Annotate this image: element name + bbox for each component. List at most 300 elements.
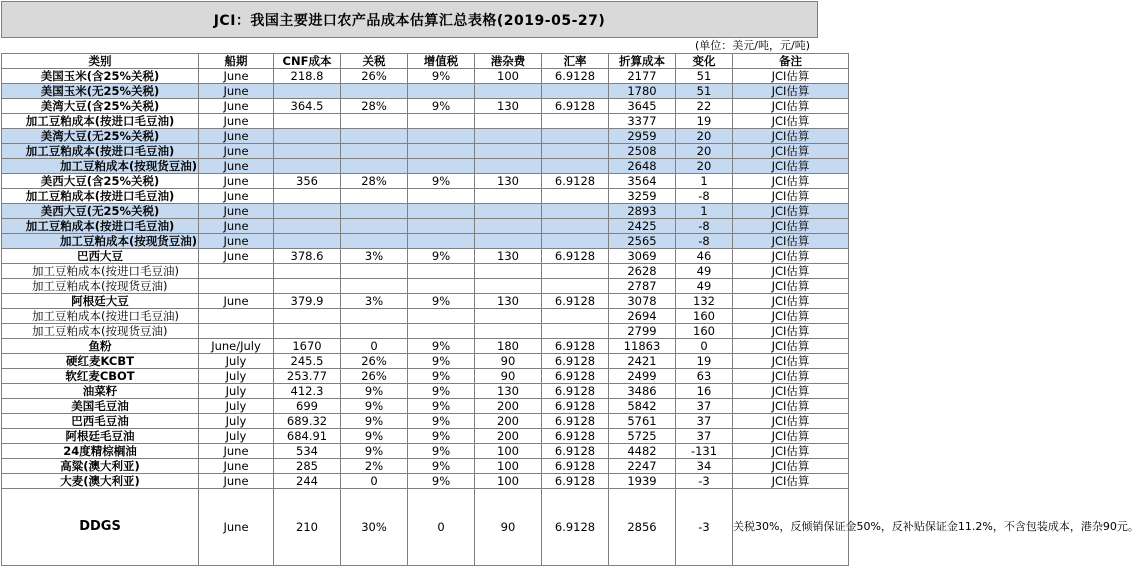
note-cell: JCI估算 (733, 474, 849, 489)
table-title: JCI：我国主要进口农产品成本估算汇总表格(2019-05-27) (1, 1, 818, 38)
rate-cell: 6.9128 (542, 369, 609, 384)
cnf-cell: 1670 (274, 339, 341, 354)
category-cell: 美国玉米(含25%关税) (2, 69, 199, 84)
vat-cell: 9% (408, 369, 475, 384)
tariff-cell: 3% (341, 294, 408, 309)
cnf-cell (274, 279, 341, 294)
change-cell: 160 (676, 309, 733, 324)
vat-cell: 9% (408, 399, 475, 414)
vat-cell: 9% (408, 429, 475, 444)
vat-cell: 9% (408, 474, 475, 489)
ship-cell: June (199, 444, 274, 459)
cost-cell: 2565 (609, 234, 676, 249)
note-cell: JCI估算 (733, 264, 849, 279)
category-cell: 美国毛豆油 (2, 399, 199, 414)
category-cell: 巴西毛豆油 (2, 414, 199, 429)
cost-cell: 1780 (609, 84, 676, 99)
rate-cell: 6.9128 (542, 384, 609, 399)
vat-cell (408, 279, 475, 294)
port-cell: 90 (475, 369, 542, 384)
cnf-cell (274, 264, 341, 279)
cnf-cell: 244 (274, 474, 341, 489)
port-cell: 130 (475, 384, 542, 399)
tariff-cell (341, 324, 408, 339)
cnf-cell: 364.5 (274, 99, 341, 114)
rate-cell: 6.9128 (542, 99, 609, 114)
change-cell: 49 (676, 279, 733, 294)
port-cell (475, 144, 542, 159)
note-cell: JCI估算 (733, 339, 849, 354)
cost-cell: 3259 (609, 189, 676, 204)
note-cell: 关税30%，反倾销保证金50%，反补贴保证金11.2%，不含包装成本，港杂90元。 (733, 489, 849, 566)
unit-note (1, 39, 818, 53)
ship-cell: June (199, 234, 274, 249)
cost-cell: 2856 (609, 489, 676, 566)
table-row (2, 459, 849, 474)
cnf-cell: 378.6 (274, 249, 341, 264)
vat-cell (408, 219, 475, 234)
port-cell: 130 (475, 249, 542, 264)
tariff-cell (341, 129, 408, 144)
cost-cell: 2628 (609, 264, 676, 279)
cost-cell: 3078 (609, 294, 676, 309)
ship-cell: July (199, 384, 274, 399)
tariff-cell (341, 204, 408, 219)
column-header: 增值税 (408, 54, 475, 69)
port-cell (475, 264, 542, 279)
port-cell: 130 (475, 99, 542, 114)
tariff-cell: 28% (341, 99, 408, 114)
cost-cell: 2421 (609, 354, 676, 369)
change-cell: 46 (676, 249, 733, 264)
vat-cell (408, 159, 475, 174)
table-row (2, 69, 849, 84)
cnf-cell: 689.32 (274, 414, 341, 429)
category-cell: 美湾大豆(含25%关税) (2, 99, 199, 114)
category-cell: 加工豆粕成本(按进口毛豆油) (2, 114, 199, 129)
rate-cell: 6.9128 (542, 174, 609, 189)
port-cell: 90 (475, 489, 542, 566)
change-cell: 1 (676, 204, 733, 219)
cost-table (1, 53, 1139, 566)
table-row (2, 114, 849, 129)
category-cell: DDGS (2, 489, 199, 566)
rate-cell (542, 114, 609, 129)
cnf-cell: 210 (274, 489, 341, 566)
cnf-cell: 245.5 (274, 354, 341, 369)
category-cell: 美西大豆(含25%关税) (2, 174, 199, 189)
cnf-cell: 356 (274, 174, 341, 189)
category-cell: 阿根廷大豆 (2, 294, 199, 309)
tariff-cell: 30% (341, 489, 408, 566)
category-cell: 加工豆粕成本(按进口毛豆油) (2, 219, 199, 234)
column-header: 折算成本 (609, 54, 676, 69)
rate-cell: 6.9128 (542, 444, 609, 459)
column-header: 类别 (2, 54, 199, 69)
port-cell: 90 (475, 354, 542, 369)
tariff-cell: 3% (341, 249, 408, 264)
vat-cell (408, 204, 475, 219)
cost-cell: 3564 (609, 174, 676, 189)
vat-cell: 9% (408, 294, 475, 309)
change-cell: 51 (676, 69, 733, 84)
column-header: CNF成本 (274, 54, 341, 69)
port-cell (475, 324, 542, 339)
cost-cell: 2648 (609, 159, 676, 174)
cnf-cell (274, 84, 341, 99)
cnf-cell (274, 189, 341, 204)
note-cell: JCI估算 (733, 84, 849, 99)
tariff-cell: 0 (341, 339, 408, 354)
category-cell: 油菜籽 (2, 384, 199, 399)
rate-cell (542, 219, 609, 234)
change-cell: 34 (676, 459, 733, 474)
port-cell: 100 (475, 69, 542, 84)
port-cell: 100 (475, 444, 542, 459)
change-cell: 20 (676, 159, 733, 174)
ship-cell (199, 309, 274, 324)
change-cell: 51 (676, 84, 733, 99)
rate-cell: 6.9128 (542, 354, 609, 369)
ship-cell: July (199, 414, 274, 429)
table-row (2, 84, 849, 99)
note-cell: JCI估算 (733, 399, 849, 414)
table-row (2, 144, 849, 159)
cnf-cell (274, 114, 341, 129)
port-cell (475, 84, 542, 99)
table-row (2, 189, 849, 204)
table-row (2, 249, 849, 264)
cost-cell: 2499 (609, 369, 676, 384)
table-row (2, 279, 849, 294)
cnf-cell (274, 219, 341, 234)
table-row (2, 264, 849, 279)
vat-cell: 9% (408, 174, 475, 189)
change-cell: 37 (676, 429, 733, 444)
rate-cell (542, 189, 609, 204)
port-cell (475, 234, 542, 249)
note-cell: JCI估算 (733, 189, 849, 204)
tariff-cell: 26% (341, 369, 408, 384)
tariff-cell: 2% (341, 459, 408, 474)
table-row (2, 354, 849, 369)
change-cell: 1 (676, 174, 733, 189)
change-cell: -8 (676, 189, 733, 204)
ship-cell: June (199, 69, 274, 84)
tariff-cell: 26% (341, 69, 408, 84)
note-cell: JCI估算 (733, 444, 849, 459)
note-cell: JCI估算 (733, 174, 849, 189)
vat-cell: 9% (408, 354, 475, 369)
cnf-cell (274, 204, 341, 219)
rate-cell (542, 129, 609, 144)
change-cell: -8 (676, 234, 733, 249)
change-cell: 49 (676, 264, 733, 279)
category-cell: 加工豆粕成本(按进口毛豆油) (2, 264, 199, 279)
cnf-cell: 412.3 (274, 384, 341, 399)
change-cell: -3 (676, 474, 733, 489)
cnf-cell: 699 (274, 399, 341, 414)
category-cell: 大麦(澳大利亚) (2, 474, 199, 489)
change-cell: 20 (676, 144, 733, 159)
header-row (2, 54, 849, 69)
cnf-cell: 534 (274, 444, 341, 459)
column-header: 汇率 (542, 54, 609, 69)
tariff-cell: 9% (341, 399, 408, 414)
port-cell (475, 279, 542, 294)
cost-cell: 3486 (609, 384, 676, 399)
rate-cell: 6.9128 (542, 489, 609, 566)
cnf-cell (274, 159, 341, 174)
tariff-cell (341, 309, 408, 324)
tariff-cell (341, 114, 408, 129)
tariff-cell: 0 (341, 474, 408, 489)
cost-cell: 5725 (609, 429, 676, 444)
rate-cell (542, 324, 609, 339)
tariff-cell (341, 264, 408, 279)
table-row (2, 399, 849, 414)
cost-cell: 2893 (609, 204, 676, 219)
unit-label: (单位：美元/吨，元/吨) (695, 39, 810, 52)
port-cell (475, 204, 542, 219)
category-cell: 高粱(澳大利亚) (2, 459, 199, 474)
cost-cell: 1939 (609, 474, 676, 489)
rate-cell: 6.9128 (542, 474, 609, 489)
note-cell: JCI估算 (733, 384, 849, 399)
cost-cell: 3069 (609, 249, 676, 264)
cost-cell: 2247 (609, 459, 676, 474)
cost-cell: 2425 (609, 219, 676, 234)
port-cell: 130 (475, 174, 542, 189)
port-cell (475, 114, 542, 129)
vat-cell (408, 264, 475, 279)
vat-cell: 9% (408, 69, 475, 84)
note-cell: JCI估算 (733, 429, 849, 444)
category-cell: 鱼粉 (2, 339, 199, 354)
ship-cell: June (199, 84, 274, 99)
rate-cell (542, 279, 609, 294)
port-cell: 100 (475, 459, 542, 474)
category-cell: 阿根廷毛豆油 (2, 429, 199, 444)
port-cell (475, 159, 542, 174)
category-cell: 硬红麦KCBT (2, 354, 199, 369)
table-row (2, 234, 849, 249)
column-header: 备注 (733, 54, 849, 69)
category-cell: 美湾大豆(无25%关税) (2, 129, 199, 144)
vat-cell: 9% (408, 444, 475, 459)
tariff-cell (341, 219, 408, 234)
cnf-cell (274, 324, 341, 339)
change-cell: -131 (676, 444, 733, 459)
port-cell: 180 (475, 339, 542, 354)
ship-cell (199, 264, 274, 279)
ship-cell: June (199, 294, 274, 309)
ship-cell (199, 324, 274, 339)
table-row (2, 294, 849, 309)
cnf-cell (274, 129, 341, 144)
table-row (2, 204, 849, 219)
ship-cell: June (199, 204, 274, 219)
cnf-cell (274, 144, 341, 159)
note-cell: JCI估算 (733, 414, 849, 429)
change-cell: 19 (676, 114, 733, 129)
port-cell: 200 (475, 429, 542, 444)
change-cell: 63 (676, 369, 733, 384)
category-cell: 软红麦CBOT (2, 369, 199, 384)
rate-cell: 6.9128 (542, 459, 609, 474)
port-cell: 100 (475, 474, 542, 489)
tariff-cell (341, 234, 408, 249)
ship-cell (199, 279, 274, 294)
tariff-cell (341, 84, 408, 99)
tariff-cell: 9% (341, 444, 408, 459)
change-cell: 37 (676, 414, 733, 429)
vat-cell: 9% (408, 414, 475, 429)
cnf-cell: 253.77 (274, 369, 341, 384)
port-cell (475, 309, 542, 324)
vat-cell (408, 309, 475, 324)
cost-cell: 2799 (609, 324, 676, 339)
column-header: 变化 (676, 54, 733, 69)
category-cell: 加工豆粕成本(按现货豆油) (2, 159, 199, 174)
change-cell: -8 (676, 219, 733, 234)
tariff-cell: 9% (341, 414, 408, 429)
table-row (2, 99, 849, 114)
cnf-cell (274, 234, 341, 249)
tariff-cell: 9% (341, 429, 408, 444)
rate-cell: 6.9128 (542, 249, 609, 264)
port-cell: 130 (475, 294, 542, 309)
note-cell: JCI估算 (733, 294, 849, 309)
note-cell: JCI估算 (733, 219, 849, 234)
tariff-cell: 26% (341, 354, 408, 369)
rate-cell (542, 204, 609, 219)
column-header: 关税 (341, 54, 408, 69)
cost-cell: 11863 (609, 339, 676, 354)
vat-cell: 0 (408, 489, 475, 566)
cnf-cell: 218.8 (274, 69, 341, 84)
ship-cell: June (199, 459, 274, 474)
category-cell: 巴西大豆 (2, 249, 199, 264)
tariff-cell (341, 279, 408, 294)
table-row (2, 429, 849, 444)
change-cell: -3 (676, 489, 733, 566)
table-row (2, 444, 849, 459)
rate-cell (542, 84, 609, 99)
table-row (2, 339, 849, 354)
ship-cell: June (199, 114, 274, 129)
ship-cell: July (199, 369, 274, 384)
rate-cell: 6.9128 (542, 429, 609, 444)
table-row (2, 174, 849, 189)
change-cell: 20 (676, 129, 733, 144)
table-row (2, 159, 849, 174)
column-header: 港杂费 (475, 54, 542, 69)
table-row (2, 369, 849, 384)
ship-cell: June (199, 189, 274, 204)
change-cell: 16 (676, 384, 733, 399)
cnf-cell: 285 (274, 459, 341, 474)
rate-cell: 6.9128 (542, 339, 609, 354)
ship-cell: July (199, 399, 274, 414)
category-cell: 加工豆粕成本(按进口毛豆油) (2, 309, 199, 324)
rate-cell (542, 264, 609, 279)
category-cell: 加工豆粕成本(按现货豆油) (2, 234, 199, 249)
change-cell: 0 (676, 339, 733, 354)
category-cell: 加工豆粕成本(按现货豆油) (2, 279, 199, 294)
table-row (2, 219, 849, 234)
rate-cell (542, 234, 609, 249)
vat-cell: 9% (408, 99, 475, 114)
change-cell: 19 (676, 354, 733, 369)
port-cell (475, 219, 542, 234)
vat-cell (408, 114, 475, 129)
vat-cell (408, 129, 475, 144)
tariff-cell (341, 189, 408, 204)
ship-cell: July (199, 429, 274, 444)
cost-cell: 3377 (609, 114, 676, 129)
ship-cell: June (199, 144, 274, 159)
tariff-cell: 9% (341, 384, 408, 399)
cnf-cell: 379.9 (274, 294, 341, 309)
rate-cell: 6.9128 (542, 294, 609, 309)
vat-cell (408, 84, 475, 99)
ship-cell: June (199, 249, 274, 264)
note-cell: JCI估算 (733, 144, 849, 159)
category-cell: 24度精棕榈油 (2, 444, 199, 459)
change-cell: 22 (676, 99, 733, 114)
cost-cell: 2508 (609, 144, 676, 159)
rate-cell (542, 159, 609, 174)
note-cell: JCI估算 (733, 159, 849, 174)
rate-cell: 6.9128 (542, 399, 609, 414)
change-cell: 132 (676, 294, 733, 309)
port-cell (475, 129, 542, 144)
note-cell: JCI估算 (733, 99, 849, 114)
note-cell: JCI估算 (733, 309, 849, 324)
tariff-cell (341, 159, 408, 174)
cost-cell: 2694 (609, 309, 676, 324)
cost-cell: 5761 (609, 414, 676, 429)
note-cell: JCI估算 (733, 369, 849, 384)
rate-cell: 6.9128 (542, 414, 609, 429)
note-cell: JCI估算 (733, 69, 849, 84)
ship-cell: June (199, 474, 274, 489)
vat-cell: 9% (408, 339, 475, 354)
note-cell: JCI估算 (733, 129, 849, 144)
vat-cell (408, 324, 475, 339)
category-cell: 加工豆粕成本(按进口毛豆油) (2, 189, 199, 204)
column-header: 船期 (199, 54, 274, 69)
note-cell: JCI估算 (733, 279, 849, 294)
vat-cell (408, 234, 475, 249)
ship-cell: June (199, 159, 274, 174)
table-row (2, 384, 849, 399)
category-cell: 加工豆粕成本(按现货豆油) (2, 324, 199, 339)
vat-cell: 9% (408, 459, 475, 474)
change-cell: 160 (676, 324, 733, 339)
ship-cell: June (199, 219, 274, 234)
rate-cell: 6.9128 (542, 69, 609, 84)
note-cell: JCI估算 (733, 234, 849, 249)
port-cell (475, 189, 542, 204)
cost-cell: 2787 (609, 279, 676, 294)
vat-cell (408, 144, 475, 159)
ship-cell: June (199, 99, 274, 114)
ship-cell: June (199, 174, 274, 189)
cost-cell: 4482 (609, 444, 676, 459)
table-row (2, 309, 849, 324)
